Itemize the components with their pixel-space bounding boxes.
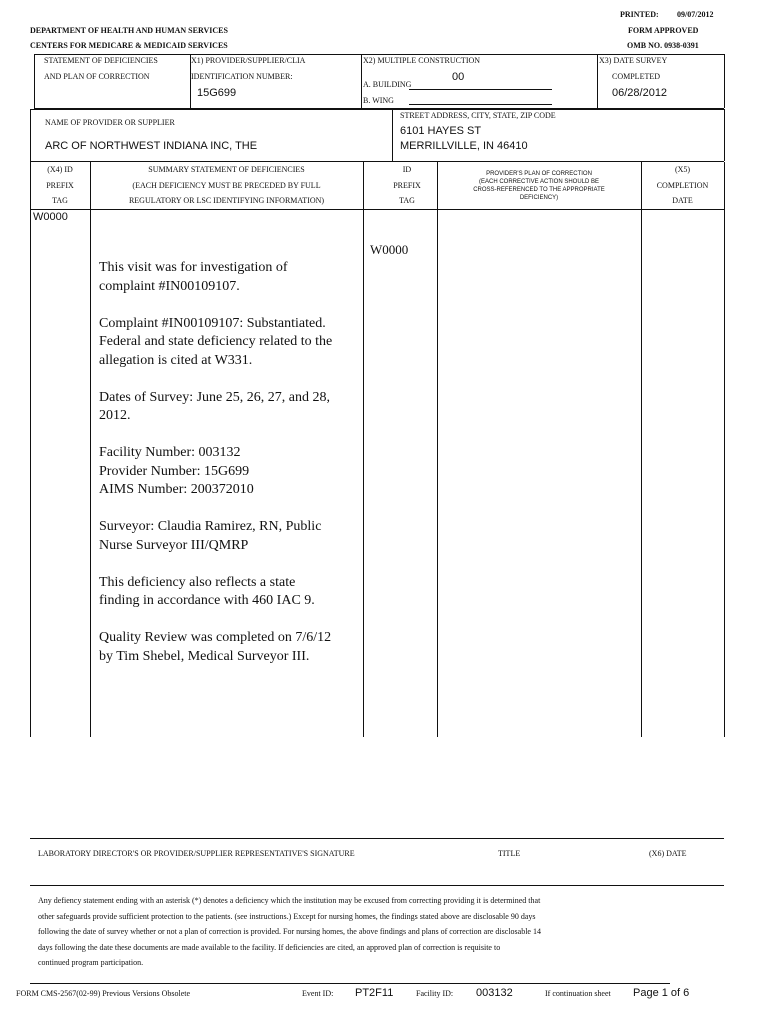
facility-id-label: Facility ID: (416, 989, 454, 998)
provider-name-label: NAME OF PROVIDER OR SUPPLIER (45, 118, 175, 127)
paragraph-surveyor: Surveyor: Claudia Ramirez, RN, Public Nurse Surveyor III/QMRP (99, 519, 322, 553)
building-label: A. BUILDING (363, 80, 412, 89)
id-header-1: ID (402, 165, 412, 174)
omb-number: OMB NO. 0938-0391 (627, 41, 699, 50)
title-label: TITLE (498, 849, 521, 858)
x5-header-1: (X5) (674, 165, 691, 174)
x3-label-1: X3) DATE SURVEY (599, 56, 668, 65)
address-label: STREET ADDRESS, CITY, STATE, ZIP CODE (400, 111, 556, 120)
summary-header-2: (EACH DEFICIENCY MUST BE PRECEDED BY FULL (132, 181, 321, 190)
paragraph-dates: Dates of Survey: June 25, 26, 27, and 28, 2012. (99, 389, 330, 423)
x5-header-2: COMPLETION (656, 181, 709, 190)
x1-label-1: X1) PROVIDER/SUPPLIER/CLIA (191, 56, 306, 65)
x4-header-1: (X4) ID (47, 165, 73, 174)
printed-label: PRINTED: (620, 10, 659, 19)
address-street: 6101 HAYES ST (400, 125, 482, 137)
id-header-3: TAG (399, 196, 415, 205)
x4-header-3: TAG (52, 196, 68, 205)
id-header-2: PREFIX (393, 181, 421, 190)
form-approved: FORM APPROVED (628, 26, 699, 35)
printed-date: 09/07/2012 (677, 10, 714, 19)
x5-header-3: DATE (672, 196, 693, 205)
paragraph-facility: Facility Number: 003132 Provider Number: 15G699 AIMS Number: 200372010 (99, 445, 254, 497)
x2-label: X2) MULTIPLE CONSTRUCTION (363, 56, 481, 65)
provider-id-value: 15G699 (197, 87, 237, 99)
plan-header-4: DEFICIENCY) (519, 195, 559, 201)
x4-header-2: PREFIX (46, 181, 74, 190)
plan-header-1: PROVIDER'S PLAN OF CORRECTION (486, 171, 592, 177)
department-title: DEPARTMENT OF HEALTH AND HUMAN SERVICES (30, 26, 228, 35)
date-label: (X6) DATE (649, 849, 687, 858)
paragraph-visit: This visit was for investigation of complaint #IN00109107. (99, 260, 288, 294)
wing-label: B. WING (363, 96, 394, 105)
paragraph-state-finding: This deficiency also reflects a state finding in accordance with 460 IAC 9. (99, 574, 315, 608)
left-prefix-tag: W0000 (33, 211, 68, 223)
disclosure-notice: Any defiency statement ending with an asterisk (*) denotes a deficiency which the institution may be excused from correcting providing it is determined that other safeguards provide sufficient protection to the patients. (see instructions.) Except for nursing homes, the findings stated above are disclosable 90 days following the date of survey whether or not a plan of correction is provided. For nursing homes, the above findings and plans of correction are disclosable 14 days following the date these documents are made available to the facility. If deficiencies are cited, an approved plan of correction is requisite to continued program participation. (38, 896, 541, 967)
centers-title: CENTERS FOR MEDICARE & MEDICAID SERVICES (30, 41, 228, 50)
statement-label-2: AND PLAN OF CORRECTION (44, 72, 150, 81)
summary-header-1: SUMMARY STATEMENT OF DEFICIENCIES (148, 165, 305, 174)
form-number: FORM CMS-2567(02-99) Previous Versions Obsolete (16, 989, 191, 998)
address-city: MERRILLVILLE, IN 46410 (400, 140, 528, 152)
deficiency-summary (99, 259, 361, 666)
building-value: 00 (452, 71, 465, 83)
x3-label-2: COMPLETED (612, 72, 660, 81)
plan-header-2: (EACH CORRECTIVE ACTION SHOULD BE (478, 179, 600, 185)
summary-header-3: REGULATORY OR LSC IDENTIFYING INFORMATION) (128, 196, 325, 205)
facility-id-value: 003132 (476, 987, 513, 999)
plan-header-3: CROSS-REFERENCED TO THE APPROPRIATE (473, 187, 605, 193)
right-prefix-tag: W0000 (370, 242, 409, 257)
event-id-label: Event ID: (302, 989, 334, 998)
statement-label-1: STATEMENT OF DEFICIENCIES (44, 56, 158, 65)
event-id-value: PT2F11 (355, 987, 394, 999)
director-signature-label: LABORATORY DIRECTOR'S OR PROVIDER/SUPPLIER REPRESENTATIVE'S SIGNATURE (38, 849, 355, 858)
x1-label-2: IDENTIFICATION NUMBER: (191, 72, 293, 81)
provider-name-value: ARC OF NORTHWEST INDIANA INC, THE (45, 140, 258, 152)
survey-date-value: 06/28/2012 (612, 87, 668, 99)
page-number: Page 1 of 6 (633, 987, 690, 999)
continuation-label: If continuation sheet (545, 989, 611, 998)
paragraph-quality-review: Quality Review was completed on 7/6/12 by Tim Shebel, Medical Surveyor III. (99, 630, 332, 664)
paragraph-complaint: Complaint #IN00109107: Substantiated. Federal and state deficiency related to the allegation is cited at W331. (99, 315, 333, 368)
